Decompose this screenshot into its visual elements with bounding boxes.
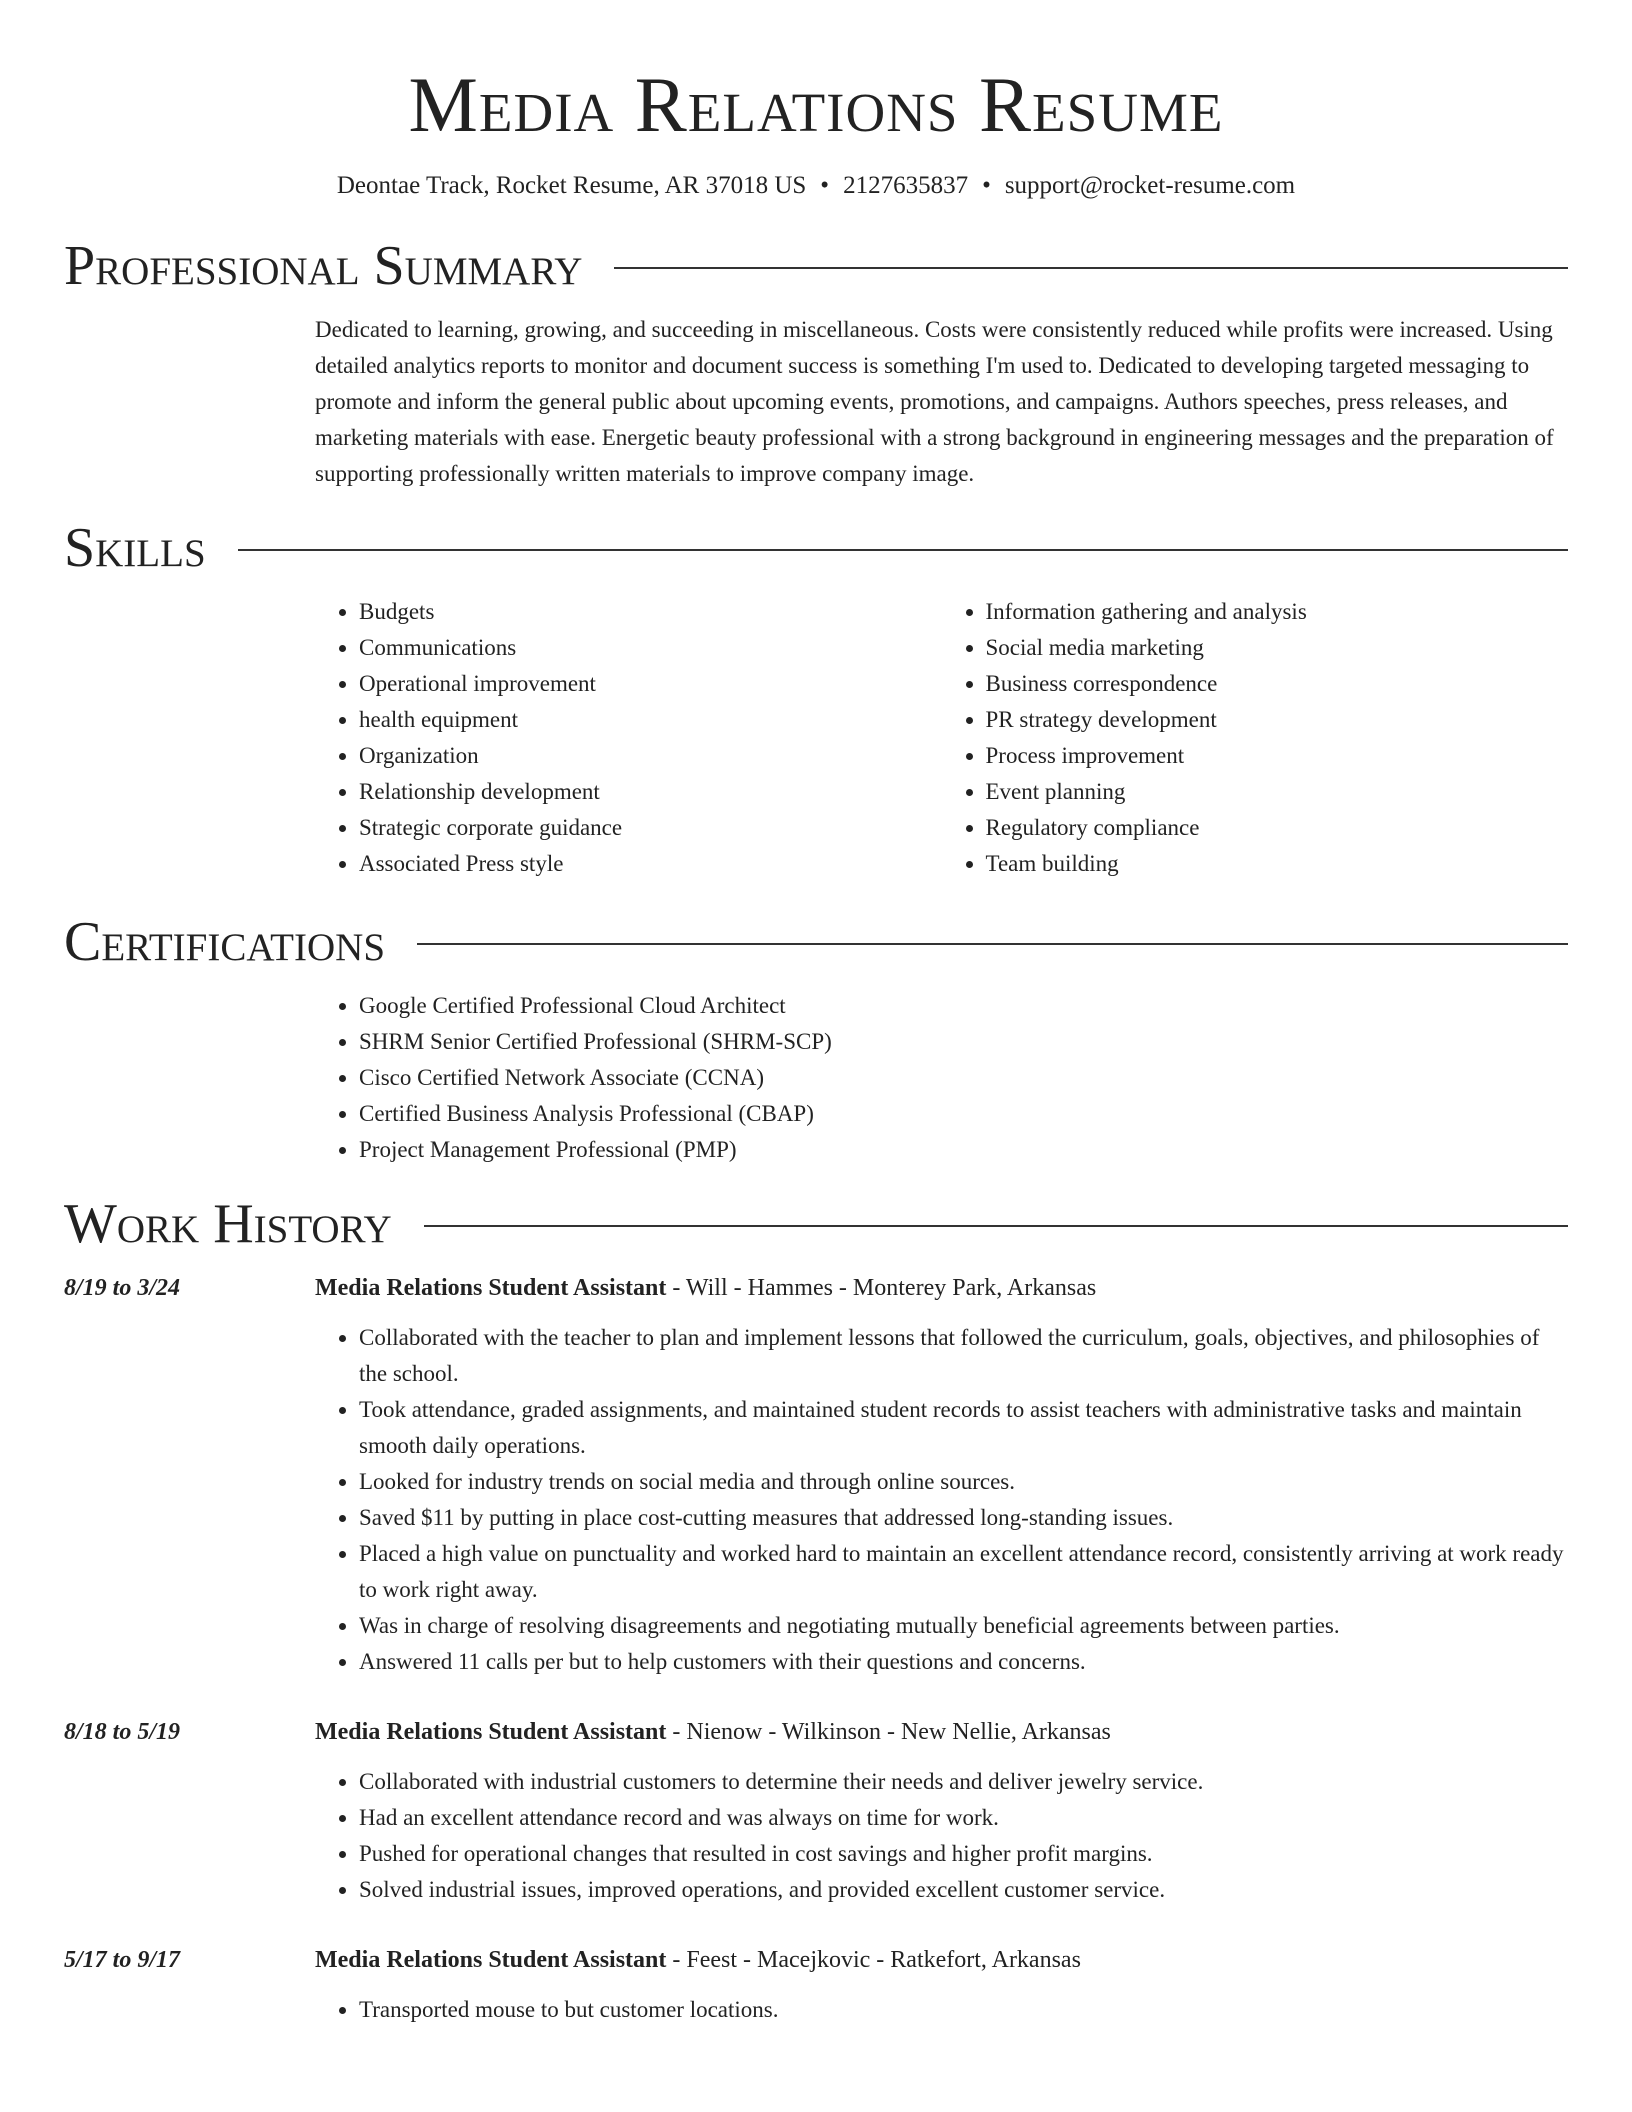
skills-grid [315,594,1568,882]
job-title-line [315,1942,1568,1978]
job-title-line [315,1714,1568,1750]
job-bullet: • Looked for industry trends on social media and through online sources. [359,1464,1568,1500]
certifications-section-header [64,910,1568,974]
contact-line [64,170,1568,202]
job-entry [64,1270,1568,1680]
job-title: Media Relations Student Assistant [315,1719,667,1745]
summary-section-header [64,234,1568,298]
job-details [315,1714,1568,1908]
contact-separator: • [820,172,830,199]
job-bullet: • Solved industrial issues, improved operations, and provided excellent customer service. [359,1872,1568,1908]
summary-heading: Professional Summary [64,235,583,297]
contact-address: Deontae Track, Rocket Resume, AR 37018 US [336,172,807,199]
section-divider [238,549,1568,551]
job-employer: - Nienow - Wilkinson - New Nellie, Arkansas [666,1719,1111,1745]
job-details [315,1942,1568,2028]
work-section-header [64,1192,1568,1256]
resume-page [64,0,1568,2028]
contact-email[interactable]: support@rocket-resume.com [1004,172,1296,199]
job-dates: 8/19 to 3/24 [64,1275,181,1301]
job-bullets [315,1320,1568,1680]
job-bullet: • Took attendance, graded assignments, and maintained student records to assist teachers with administrative tasks and maintain smooth daily operations. [359,1392,1568,1464]
job-bullet: • Answered 11 calls per but to help customers with their questions and concerns. [359,1644,1568,1680]
job-dates: 5/17 to 9/17 [64,1947,181,1973]
job-bullet: • Saved $11 by putting in place cost-cutting measures that addressed long-standing issues. [359,1500,1568,1536]
certification-item: • Google Certified Professional Cloud Architect [359,988,1568,1024]
skill-item: • Social media marketing [986,630,1569,666]
skill-item: • health equipment [359,702,942,738]
section-divider [424,1225,1568,1227]
skills-list-left [315,594,942,882]
skills-section-header [64,516,1568,580]
skill-item: • Relationship development [359,774,942,810]
certification-item: • Project Management Professional (PMP) [359,1132,1568,1168]
certifications-list [315,988,1568,1168]
job-bullet: • Collaborated with industrial customers to determine their needs and deliver jewelry service. [359,1764,1568,1800]
job-title-line [315,1270,1568,1306]
job-bullet: • Placed a high value on punctuality and worked hard to maintain an excellent attendance record, consistently arriving at work ready to work right away. [359,1536,1568,1608]
skill-item: • Team building [986,846,1569,882]
skill-item: • Associated Press style [359,846,942,882]
page-title: Media Relations Resume [408,61,1224,148]
certifications-block [315,988,1568,1168]
job-bullet: • Collaborated with the teacher to plan and implement lessons that followed the curriculum, goals, objectives, and philosophies of the school. [359,1320,1568,1392]
job-bullets [315,1992,1568,2028]
skill-item: • Strategic corporate guidance [359,810,942,846]
section-divider [417,943,1568,945]
job-title: Media Relations Student Assistant [315,1275,667,1301]
job-details [315,1270,1568,1680]
job-entry [64,1714,1568,1908]
job-bullet: • Had an excellent attendance record and was always on time for work. [359,1800,1568,1836]
skill-item: • Organization [359,738,942,774]
work-heading: Work History [64,1193,392,1255]
contact-phone: 2127635837 [843,172,969,199]
skill-item: • Regulatory compliance [986,810,1569,846]
summary-text: Dedicated to learning, growing, and succeeding in miscellaneous. Costs were consistently reduced while profits were increased. Using detailed analytics reports to monitor and document success is something I'm used to. Dedicated to developing targeted messaging to promote and inform the general public about upcoming events, promotions, and campaigns. Authors speeches, press releases, and marketing materials with ease. Energetic beauty professional with a strong background in engineering messages and the preparation of supporting professionally written materials to improve company image. [315,317,1554,486]
skill-item: • Budgets [359,594,942,630]
job-employer: - Feest - Macejkovic - Ratkefort, Arkansas [666,1947,1081,1973]
job-entry [64,1942,1568,2028]
certification-item: • Certified Business Analysis Professional (CBAP) [359,1096,1568,1132]
skills-heading: Skills [64,517,206,579]
skill-item: • Communications [359,630,942,666]
certification-item: • Cisco Certified Network Associate (CCNA) [359,1060,1568,1096]
job-bullet: • Was in charge of resolving disagreements and negotiating mutually beneficial agreements between parties. [359,1608,1568,1644]
skill-item: • Event planning [986,774,1569,810]
certification-item: • SHRM Senior Certified Professional (SHRM-SCP) [359,1024,1568,1060]
job-bullet: • Transported mouse to but customer locations. [359,1992,1568,2028]
skill-item: • Information gathering and analysis [986,594,1569,630]
skills-list-right [942,594,1569,882]
job-dates: 8/18 to 5/19 [64,1719,181,1745]
contact-separator: • [982,172,991,199]
job-bullets [315,1764,1568,1908]
job-employer: - Will - Hammes - Monterey Park, Arkansas [666,1275,1097,1301]
section-divider [614,267,1568,269]
skill-item: • Process improvement [986,738,1569,774]
job-title: Media Relations Student Assistant [315,1947,667,1973]
skill-item: • Operational improvement [359,666,942,702]
skill-item: • PR strategy development [986,702,1569,738]
job-bullet: • Pushed for operational changes that resulted in cost savings and higher profit margins. [359,1836,1568,1872]
certifications-heading: Certifications [64,911,386,973]
skill-item: • Business correspondence [986,666,1569,702]
